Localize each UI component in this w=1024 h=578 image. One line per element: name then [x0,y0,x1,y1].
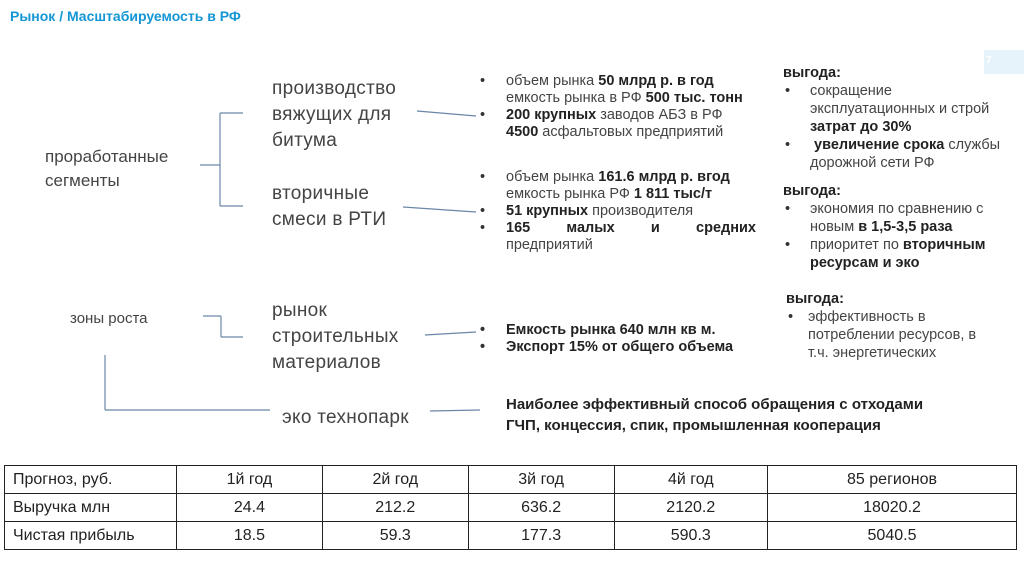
rti-facts [478,169,756,254]
list-item: • экономия по сравнению с новым в 1,5-3,5 раза [783,200,1024,236]
table-cell: 590.3 [614,522,767,550]
segment-binder: производство вяжущих для битума [272,78,397,151]
list-item: • Емкость рынка 640 млн кв м. [478,322,768,339]
page-title: Рынок / Масштабируемость в РФ [10,8,241,24]
eco-description [506,394,923,436]
table-header-cell: 3й год [468,466,614,494]
benefits-heading: выгода: [786,291,844,307]
table-cell: 177.3 [468,522,614,550]
building-facts [478,322,768,356]
table-cell: Чистая прибыль [5,522,177,550]
segment-building: рынок строительных материалов [272,300,399,373]
list-item: • объем рынка 50 млрд р. в год емкость рынка в РФ 500 тыс. тонн [478,73,788,107]
table-cell: 212.2 [322,494,468,522]
segments-label: проработанные сегменты [45,147,169,190]
list-item: • увеличение срока службы дорожной сети РФ [783,136,1024,172]
list-item: • 165 малых и средних [478,220,756,237]
binder-facts [478,73,788,141]
list-item: • 200 крупных заводов АБЗ в РФ 4500 асфальтовых предприятий [478,107,788,141]
table-cell: 5040.5 [768,522,1017,550]
table-header-cell: Прогноз, руб. [5,466,177,494]
growth-zones-label: зоны роста [70,310,148,327]
list-item: • Экспорт 15% от общего объема [478,339,768,356]
list-item: • сокращение эксплуатационных и строй затрат до 30% [783,82,1024,136]
table-cell: 18.5 [177,522,323,550]
table-cell: 59.3 [322,522,468,550]
table-row [5,494,1017,522]
table-header-cell: 2й год [322,466,468,494]
list-item: • объем рынка 161.6 млрд р. вгод емкость рынка РФ 1 811 тыс/т [478,169,756,203]
list-item: • приоритет по вторичным ресурсам и эко [783,236,1024,272]
list-item: • эффективность в потреблении ресурсов, в т.ч. энергетических [786,308,1018,362]
list-item: • 51 крупных производителя [478,203,756,220]
table-cell: 18020.2 [768,494,1017,522]
table-cell: Выручка млн [5,494,177,522]
eco-line-1: Наиболее эффективный способ обращения с отходами [506,396,924,413]
benefits-rti [783,182,1024,272]
benefits-building [786,290,1018,362]
table-cell: 636.2 [468,494,614,522]
table-header-cell: 1й год [177,466,323,494]
segment-rti: вторичные смеси в РТИ [272,183,387,230]
page-number: 7 [986,55,992,66]
eco-line-2: ГЧП, концессия, спик, промышленная кооперация [506,417,881,434]
rti-facts-continuation: предприятий [506,237,593,253]
table-header-cell: 85 регионов [768,466,1017,494]
table-cell: 24.4 [177,494,323,522]
segment-eco: эко технопарк [282,407,409,428]
table-header-cell: 4й год [614,466,767,494]
table-row [5,522,1017,550]
forecast-table [4,465,1017,550]
table-header-row [5,466,1017,494]
benefits-heading: выгода: [783,65,841,81]
benefits-heading: выгода: [783,183,841,199]
benefits-binder [783,64,1024,172]
table-cell: 2120.2 [614,494,767,522]
